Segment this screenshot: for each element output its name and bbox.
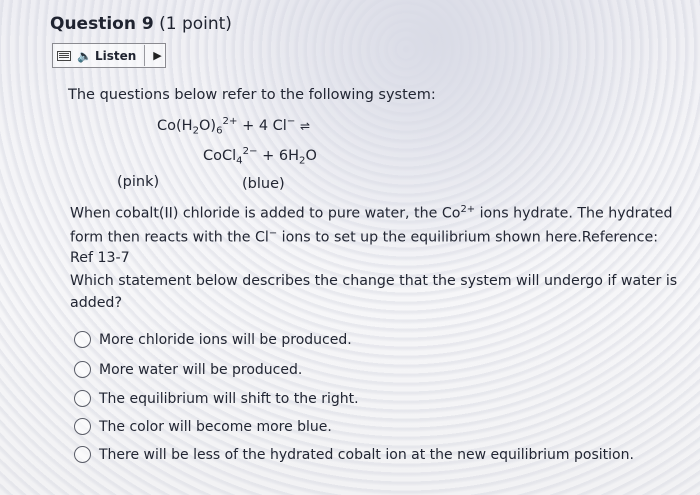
paragraph-line-5: added? <box>70 295 122 311</box>
superscript: 2+ <box>460 204 476 215</box>
eq-part: + 4 Cl <box>242 117 287 134</box>
eq-sub: 2 <box>299 155 306 167</box>
option-label[interactable]: The color will become more blue. <box>99 418 332 435</box>
question-title: Question 9 <box>50 14 154 34</box>
speaker-icon: 🔈 <box>77 48 92 63</box>
paragraph-line-1 <box>70 204 672 222</box>
equation-products <box>203 146 317 167</box>
listen-divider <box>144 45 145 66</box>
menu-icon[interactable] <box>57 51 71 61</box>
eq-part: Co(H <box>157 117 193 134</box>
text: form then reacts with the Cl <box>70 229 269 246</box>
listen-label: Listen <box>94 48 137 63</box>
eq-part: O <box>305 147 317 164</box>
eq-charge: 2− <box>242 146 258 157</box>
paragraph-line-4: Which statement below describes the change that the system will undergo if water is <box>70 273 678 289</box>
radio-button[interactable] <box>74 331 91 348</box>
eq-charge: 2+ <box>222 116 238 127</box>
equation-reactants <box>157 116 310 137</box>
answer-option[interactable] <box>74 361 302 378</box>
paragraph-line-3: Ref 13-7 <box>70 250 130 266</box>
text: When cobalt(II) chloride is added to pure water, the Co <box>70 205 461 222</box>
eq-sub: 6 <box>216 125 223 137</box>
play-icon[interactable]: ▶ <box>153 49 162 62</box>
question-points: (1 point) <box>159 14 232 34</box>
label-pink: (pink) <box>117 174 160 190</box>
eq-part: CoCl <box>203 147 237 164</box>
radio-button[interactable] <box>74 418 91 435</box>
eq-charge: − <box>286 116 296 127</box>
option-label[interactable]: The equilibrium will shift to the right. <box>99 390 359 407</box>
intro-text: The questions below refer to the following system: <box>68 87 436 103</box>
question-header <box>50 14 232 34</box>
option-label[interactable]: More water will be produced. <box>99 361 303 378</box>
eq-part: + 6H <box>262 147 300 164</box>
label-blue: (blue) <box>242 176 285 192</box>
answer-option[interactable] <box>74 418 332 435</box>
answer-option[interactable] <box>74 446 634 463</box>
listen-button[interactable] <box>52 43 166 68</box>
answer-option[interactable] <box>74 390 359 407</box>
radio-button[interactable] <box>74 390 91 407</box>
equilibrium-arrow-icon: ⇌ <box>299 118 310 133</box>
text: ions hydrate. The hydrated <box>475 205 673 222</box>
paragraph-line-2 <box>70 228 658 246</box>
radio-button[interactable] <box>74 446 91 463</box>
superscript: − <box>268 228 278 239</box>
eq-part: O) <box>199 117 217 134</box>
eq-sub: 4 <box>236 155 243 167</box>
radio-button[interactable] <box>74 361 91 378</box>
answer-option[interactable] <box>74 331 352 348</box>
eq-sub: 2 <box>192 125 200 137</box>
option-label[interactable]: There will be less of the hydrated cobalt ion at the new equilibrium position. <box>99 446 634 463</box>
option-label[interactable]: More chloride ions will be produced. <box>99 331 352 348</box>
text: ions to set up the equilibrium shown here.Reference: <box>277 229 658 246</box>
